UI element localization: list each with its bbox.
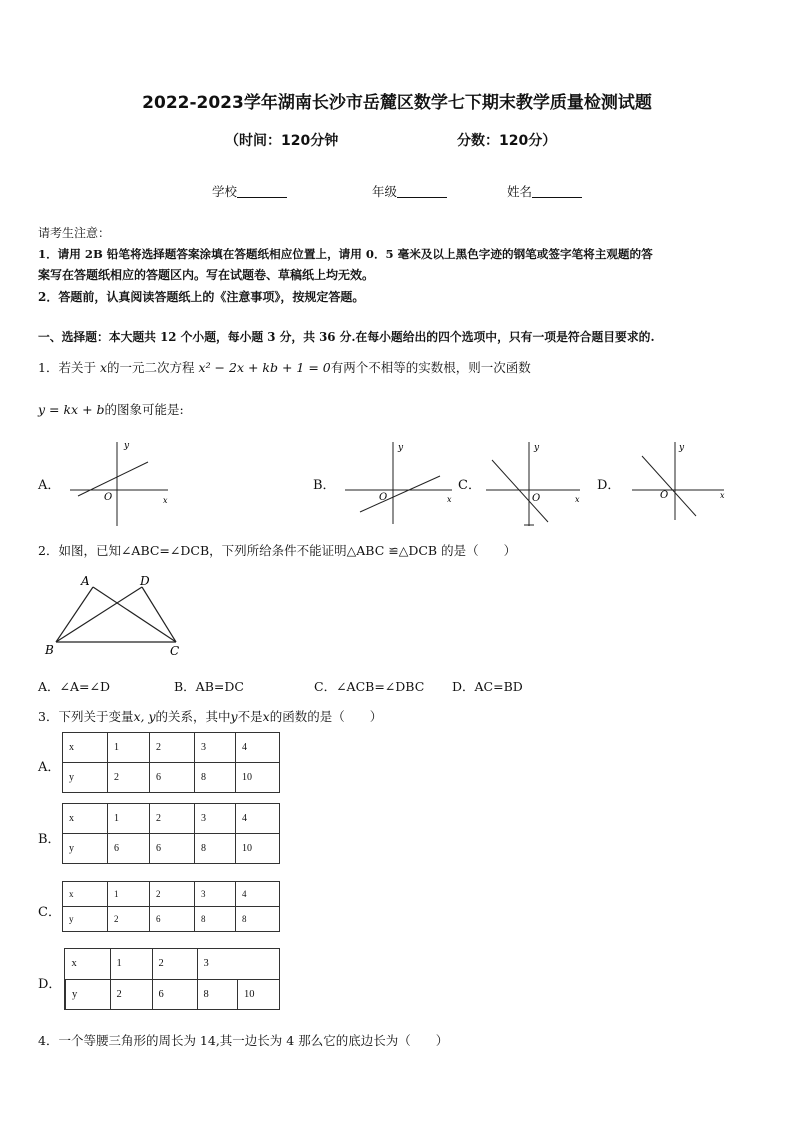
- grade-blank[interactable]: [397, 185, 447, 198]
- score-label: 分数：120分）: [457, 133, 557, 149]
- q1-option-a-label[interactable]: A．: [38, 478, 61, 493]
- q3-table-a-row-y: [63, 763, 280, 793]
- q1-b-origin: O: [379, 492, 388, 503]
- q1-graph-b[interactable]: [340, 438, 460, 528]
- q3-option-c-label[interactable]: C．: [38, 905, 61, 920]
- table-cell: 6: [152, 979, 197, 1009]
- table-cell: 2: [108, 907, 150, 932]
- q1-graph-c[interactable]: [482, 438, 588, 530]
- q1-func: y = kx + b: [38, 402, 105, 417]
- q1-stem: [38, 358, 531, 376]
- table-cell: 3: [195, 882, 236, 907]
- table-cell: 3: [195, 804, 236, 834]
- q1-b-axis-y: y: [398, 443, 404, 453]
- grade-label: 年级: [372, 184, 398, 199]
- q3-y: y: [230, 709, 238, 724]
- q3-table-a[interactable]: [62, 732, 280, 793]
- q3-table-c-row-y: [63, 907, 280, 932]
- q1-graph-d[interactable]: [626, 436, 736, 522]
- q3-text-a: 3．下列关于变量: [38, 709, 134, 724]
- q3-x: x: [262, 709, 270, 724]
- page-title: 2022-2023学年湖南长沙市岳麓区数学七下期末教学质量检测试题: [142, 93, 652, 113]
- q1-a-origin: O: [104, 492, 113, 503]
- school-blank[interactable]: [237, 185, 287, 198]
- table-cell: 3: [197, 949, 238, 979]
- q2-label-a: A: [81, 574, 90, 588]
- q1-d-origin: O: [660, 490, 669, 501]
- table-cell: 6: [150, 834, 195, 864]
- q1-var: x: [99, 360, 108, 375]
- q3-table-b-row-x: [63, 804, 280, 834]
- table-cell: x: [66, 949, 111, 979]
- q3-table-b-row-y: [63, 834, 280, 864]
- q2-triangle-figure: [42, 570, 192, 660]
- q3-text-c: 不是: [237, 709, 263, 724]
- name-blank[interactable]: [532, 185, 582, 198]
- table-cell: 1: [108, 804, 150, 834]
- q1-number: 1．: [38, 360, 59, 375]
- q1-c-axis-x: x: [575, 495, 580, 504]
- table-cell: 4: [236, 882, 280, 907]
- table-cell: 8: [195, 907, 236, 932]
- q3-option-b-label[interactable]: B．: [38, 832, 61, 847]
- q1-function-line: [38, 400, 184, 418]
- school-field[interactable]: [212, 182, 287, 200]
- table-cell: 8: [236, 907, 280, 932]
- q1-a-axis-y: y: [124, 441, 130, 451]
- q1-equation: x² − 2x + kb + 1 = 0: [198, 360, 331, 375]
- section1-heading: 一、选择题：本大题共 12 个小题，每小题 3 分，共 36 分.在每小题给出的四个选项中，只有一项是符合题目要求的.: [38, 330, 655, 344]
- q2-label-b: B: [45, 643, 54, 657]
- table-cell: y: [63, 907, 108, 932]
- q1-prefix: 若关于: [58, 360, 96, 375]
- table-cell: 1: [110, 949, 152, 979]
- table-cell: y: [63, 834, 108, 864]
- notice-heading: 请考生注意：: [38, 226, 111, 240]
- q2-label-d: D: [140, 574, 150, 588]
- q2-option-a[interactable]: A．∠A=∠D: [38, 679, 110, 694]
- notice-line1b: 案写在答题纸相应的答题区内。写在试题卷、草稿纸上均无效。: [38, 268, 375, 282]
- q1-d-axis-y: y: [679, 443, 685, 453]
- q1-mid: 的一元二次方程: [107, 360, 195, 375]
- q1-option-b-label[interactable]: B．: [313, 478, 336, 493]
- table-cell: 6: [108, 834, 150, 864]
- table-cell: 1: [108, 733, 150, 763]
- table-cell: 6: [150, 763, 195, 793]
- q1-a-axis-x: x: [163, 496, 168, 505]
- q3-table-a-row-x: [63, 733, 280, 763]
- table-cell: 2: [108, 763, 150, 793]
- school-label: 学校: [212, 184, 238, 199]
- q3-table-c-row-x: [63, 882, 280, 907]
- q1-func-suffix: 的图象可能是:: [104, 402, 184, 417]
- q2-option-c[interactable]: C．∠ACB=∠DBC: [314, 679, 425, 694]
- table-cell: y: [66, 979, 111, 1009]
- table-cell: 8: [195, 763, 236, 793]
- table-cell: 4: [236, 733, 280, 763]
- q1-d-axis-x: x: [720, 491, 725, 500]
- name-label: 姓名: [507, 184, 533, 199]
- q2-option-b[interactable]: B．AB=DC: [174, 679, 244, 694]
- table-cell: 8: [195, 834, 236, 864]
- name-field[interactable]: [507, 182, 582, 200]
- q3-text-d: 的函数的是（ ）: [269, 709, 383, 724]
- q4-stem: 4．一个等腰三角形的周长为 14,其一边长为 4 那么它的底边长为（ ）: [38, 1033, 449, 1048]
- q2-option-d[interactable]: D．AC=BD: [452, 679, 523, 694]
- q3-text-b: 的关系，其中: [155, 709, 231, 724]
- table-cell: 6: [150, 907, 195, 932]
- q2-stem: 2．如图，已知∠ABC=∠DCB，下列所给条件不能证明△ABC ≌△DCB 的是（ ）: [38, 543, 517, 558]
- table-cell: x: [63, 804, 108, 834]
- table-cell: 2: [110, 979, 152, 1009]
- q1-b-axis-x: x: [447, 495, 452, 504]
- table-cell: 2: [152, 949, 197, 979]
- q3-stem: [38, 707, 382, 725]
- q3-table-b[interactable]: [62, 803, 280, 864]
- q3-vars: x, y: [133, 709, 156, 724]
- q1-c-origin: O: [532, 493, 541, 504]
- q1-option-d-label[interactable]: D．: [597, 478, 621, 493]
- table-cell: 4: [236, 804, 280, 834]
- time-label: （时间：120分钟: [225, 133, 339, 149]
- table-cell: 10: [238, 979, 280, 1009]
- q1-suffix: 有两个不相等的实数根，则一次函数: [330, 360, 531, 375]
- grade-field[interactable]: [372, 182, 447, 200]
- table-cell: 10: [236, 834, 280, 864]
- q3-table-d-frame: [64, 948, 282, 1012]
- q2-label-c: C: [170, 644, 180, 658]
- q1-option-c-label[interactable]: C．: [458, 478, 481, 493]
- q1-graph-a[interactable]: [60, 436, 180, 530]
- table-cell: 3: [195, 733, 236, 763]
- q3-option-a-label[interactable]: A．: [38, 760, 61, 775]
- q3-table-c[interactable]: [62, 881, 280, 932]
- q1-c-axis-y: y: [534, 443, 540, 453]
- notice-line1a: 1．请用 2B 铅笔将选择题答案涂填在答题纸相应位置上，请用 0．5 毫米及以上黑色字迹的钢笔或签字笔将主观题的答: [38, 247, 653, 261]
- notice-line2: 2．答题前，认真阅读答题纸上的《注意事项》，按规定答题。: [38, 290, 365, 304]
- table-cell: 2: [150, 804, 195, 834]
- table-cell: 1: [108, 882, 150, 907]
- table-cell: 2: [150, 882, 195, 907]
- table-cell: 10: [236, 763, 280, 793]
- q3-option-d-label[interactable]: D．: [38, 977, 62, 992]
- table-cell: x: [63, 733, 108, 763]
- table-cell: 8: [197, 979, 238, 1009]
- table-cell: y: [63, 763, 108, 793]
- table-cell: x: [63, 882, 108, 907]
- table-cell: 2: [150, 733, 195, 763]
